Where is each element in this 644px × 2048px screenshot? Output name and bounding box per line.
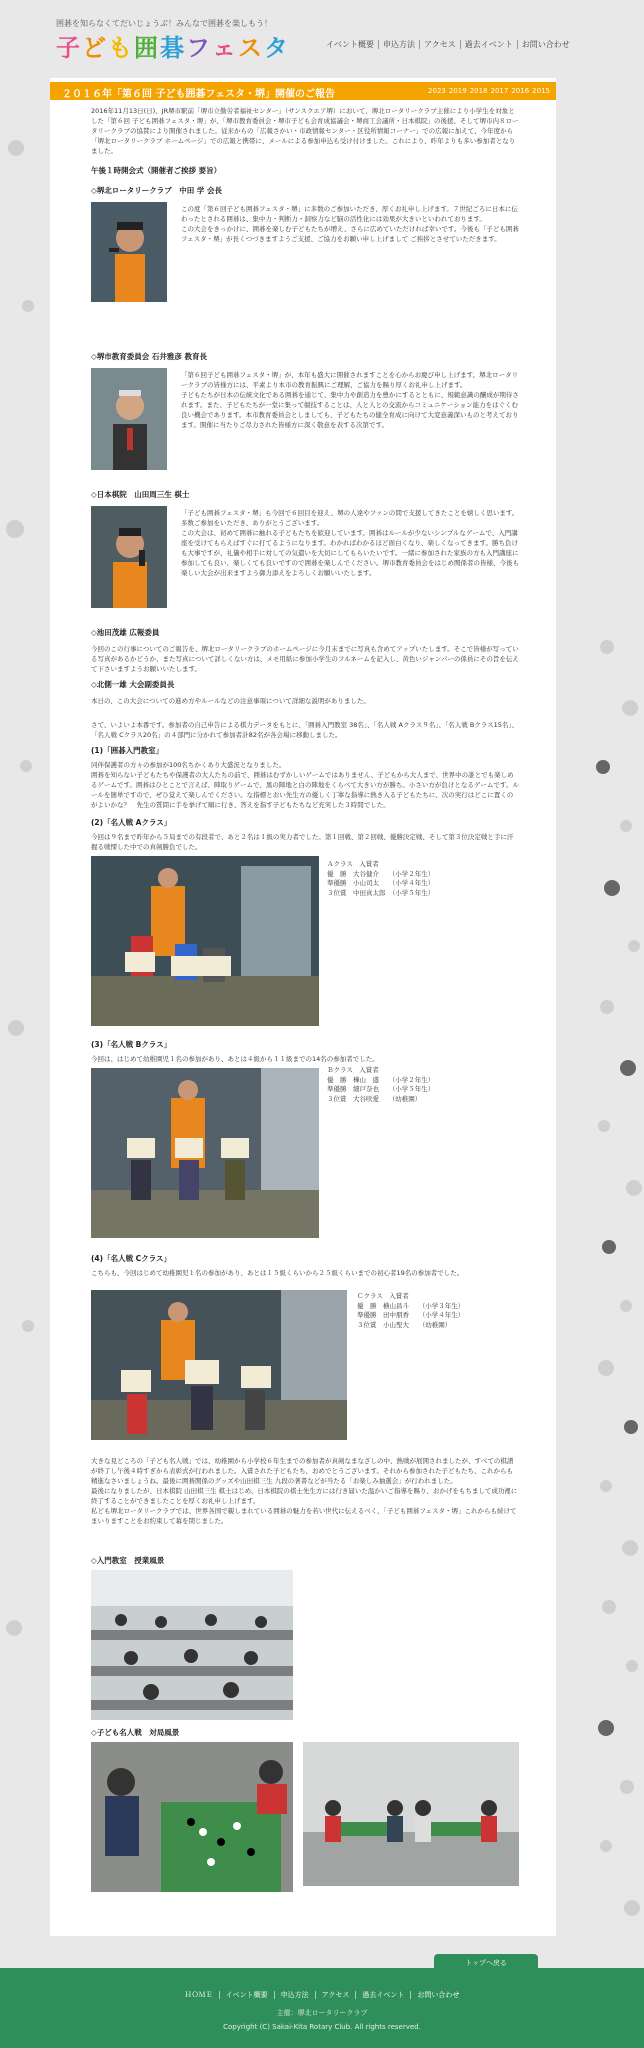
speaker-name: ◇日本棋院 山田周三生 棋士 (91, 490, 190, 499)
prize-list: Ｃクラス 入賞者 優 勝 横山昌斗 （小学３年生） 準優勝 田中朋香 （小学４年生） ３位賞 小山聖大 （幼稚園） (357, 1292, 465, 1329)
section-text: 同伴保護者の方々の参加が100名ちかくあり大盛況となりました。 囲碁を知らない子どもたちや保護者の大人たちの前で、囲碁はむずかしいゲームではありません、子どもから大人まで、世界中の誰とでも楽しめるゲームです。囲碁はひとことで言えば、陣取りゲームで、黒の陣地と白の陣地をくらべて大きい方が勝ち。小さい方が負けとなるゲームです。ルールを簡単ですので、ぜひ覚えて楽しんでください。な指標とおい先生方の優しく丁寧な指導に熱き入る子どもたちに、次の実行はどこに置くのがよいかな？ 先生の質問に手を挙げて順に行き、答えを指す子どもたちなど充実した３時間でした。 (91, 761, 519, 809)
speaker-speech: 「子ども囲碁フェスタ・堺」も今回で６回目を迎え、堺の人達やファンの間で支援してきたことを嬉しく思います。多数ご参加をいただき、ありがとうございます。 この大会は、初めて囲碁に触れる子どもたちを歓迎しています。囲碁はルールが少ないシンプルなゲームで、入門講座を受けてもらえばすぐに打てるようになります。わかればわかるほど面白くなり、楽しくなってきます。勝ち負けも大事ですが、礼儀や相手に対しての気遣いを大切にしてもらいたいです。一緒に参加された家族の方も入門講座に参加しても良い、楽しくても良いですので囲碁を楽しんでください。堺市教育委員会をはじめ関係者の皆様、今後も楽しい大会が出来ますよう御力添えをよろしくお願いいたします。 (181, 509, 519, 577)
year-link[interactable]: 2017 (490, 87, 509, 95)
section-heading: (4)「名人戦 Cクラス」 (91, 1254, 171, 1263)
top-nav-link[interactable]: 申込方法 (379, 40, 420, 49)
year-link[interactable]: 2019 (448, 87, 467, 95)
game-photo (303, 1742, 519, 1886)
logo-char: 碁 (160, 34, 186, 62)
section-heading: (3)「名人戦 Bクラス」 (91, 1040, 172, 1049)
speaker-name: ◇池田茂雄 広報委員 (91, 628, 160, 637)
award-photo (91, 856, 319, 1026)
footer-nav (0, 1990, 644, 2000)
speaker-photo (91, 202, 167, 302)
speaker-speech: 本日の、この大会についての進め方やルールなどの注意事項について詳細な説明がありました。 (91, 697, 370, 705)
section-text: 今回は９名まで昨年から５局までの有段者で、あと２名は１級の実力者でした。第１回戦、第２回戦、優勝決定戦、そして第３位決定戦と手に汗握る戦慄した中での真剣勝負でした。 (91, 833, 514, 851)
year-link[interactable]: 2018 (469, 87, 488, 95)
year-link[interactable]: 2023 (428, 87, 446, 95)
speaker-speech: この度「第６回子ども囲碁フェスタ・堺」に多数のご参加いただき、厚くお礼申し上げます。７世紀ごろに日本に伝わったとされる囲碁は、集中力・判断力・洞察力など脳の活性化には効果が大きいといわれております。 この大会をきっかけに、囲碁を楽しむ子どもたちが増え、さらに広めていただければ幸いです。今後も「子ども囲碁フェスタ・堺」が長くつづきますようご支援、ご協力をお願い申し上げまして ご挨拶とさせていただきます。 (181, 205, 519, 243)
logo-char: ェ (212, 34, 238, 62)
top-nav (322, 39, 574, 50)
copyright: Copyright (C) Sakai-Kita Rotary Club. All rights reserved. (223, 2023, 421, 2031)
speaker-speech: 今回のこの行事についてのご報告を、堺北ロータリークラブのホームページに今月末までに写真も含めてアップいたします。そこで皆様が写っている写真があるかどうか、また写真について詳しくない方は、メモ用紙に参加小学生のフルネームを記入し、黄色いジャンパーの係員にその旨を伝えて下さいますようお願いいたします。 (91, 645, 519, 673)
logo-char: ど (82, 34, 108, 62)
intro-paragraph: 2016年11月13日(日)、JR堺市駅前「堺市立勤労者福祉センター」（サンスクエア堺）において、堺北ロータリークラブ主催により小学生を対象とした「第６回 子ども囲碁フェスタ・堺」が、「堺市教育委員会・堺市子ども会育成協議会・堺商工会議所・日本棋院」の後援、そして堺市内８ロータリークラブの協賛により開催されました。従来からの「広報さかい・市政情報センター・区役所情報コーナー」での広報に加えて、今年度から「堺北ロータリークラブ ホームページ」での広報と携帯に、メールによる参加申込も受け付けました。これにより、昨年よりも多い参加者となりました。 (91, 107, 519, 155)
footer-nav-link[interactable]: イベント概要 (220, 1991, 275, 1999)
main-content-panel (50, 78, 556, 1936)
award-photo (91, 1068, 319, 1238)
closing-paragraph: 大きな見どころの「子ども名人戦」では、幼稚園から小学校６年生までの参加者が真剣なまなざしの中、熱戦が展開されましたが、すべての棋譜が終了し午後４時すぎから表彰式が行われました。入賞された子どもたち、おめでとうございます。それから参加された子どもたち、これからも精進なさいましょうね。最後に囲碁関係のグッズや山田棋三生 九段の著書などが当たる「お楽しみ抽選会」が行われました。 最後になりましたが、日本棋院 山田棋三生 棋士はじめ、日本棋院の棋士先生方には行き届いた温かいご指導を賜り、おかげをもちまして成功裡に終了することができましたことを厚くお礼申し上げます。 私ども堺北ロータリークラブでは、世界各国で親しまれている囲碁の魅力を若い世代に伝えるべく、「子ども囲碁フェスタ・堺」これからも続けてまいりますことをお約束して幕を閉じました。 (91, 1457, 518, 1525)
top-nav-link[interactable]: 過去イベント (461, 40, 518, 49)
footer-nav-link[interactable]: 過去イベント (356, 1991, 411, 1999)
footer-nav-link[interactable]: 申込方法 (275, 1991, 316, 1999)
footer-nav-link[interactable]: アクセス (316, 1991, 357, 1999)
game-photo (91, 1742, 293, 1892)
section-text: 今回は、はじめて幼稚園児１名の参加があり、あとは４級から１１級までの14名の参加者でした。 (91, 1055, 379, 1063)
top-nav-link[interactable]: イベント概要 (322, 40, 379, 49)
gallery-heading: ◇子ども名人戦 対局風景 (91, 1728, 180, 1737)
prize-list: Ａクラス 入賞者 優 勝 大谷健介 （小学２年生） 準優勝 小山司太 （小学４年生） ３位賞 中田真太郎 （小学５年生） (327, 860, 435, 897)
award-photo (91, 1290, 347, 1440)
logo-char: ス (238, 34, 264, 62)
section-heading: (1)「囲碁入門教室」 (91, 746, 164, 755)
speaker-name: ◇堺北ロータリークラブ 中田 学 会長 (91, 186, 222, 195)
logo-char: 囲 (134, 34, 160, 62)
top-nav-link[interactable]: アクセス (420, 40, 461, 49)
back-to-top-button[interactable]: トップへ戻る (434, 1954, 538, 1972)
summary-paragraph: さて、いよいよ本番です。参加者の自己申告による棋力データをもとに、「囲碁入門教室 38名」、「名人戦 Aクラス９名」、「名人戦 Bクラス15名」、「名人戦 Cクラス20名」の４部門に分かれて参加者計82名が各会場に移動しました。 (91, 721, 519, 739)
year-link[interactable]: 2016 (511, 87, 530, 95)
site-logo[interactable] (56, 28, 290, 63)
speaker-name: ◇北側一雄 大会副委員長 (91, 680, 175, 689)
site-tagline: 囲碁を知らなくてだいじょうぶ！みんなで囲碁を楽しもう！ (56, 19, 272, 28)
prize-list: Ｂクラス 入賞者 優 勝 樺山 盛 （小学２年生） 準優勝 細戸奈也 （小学５年生） ３位賞 大谷咲愛 （幼稚園） (327, 1066, 435, 1103)
logo-char: も (108, 34, 134, 62)
year-link[interactable]: 2015 (532, 87, 550, 95)
article-title-bar (50, 82, 556, 100)
speaker-speech: 「第６回子ども囲碁フェスタ・堺」が、本年も盛大に開催されますことを心からお慶び申し上げます。堺北ロータリークラブの皆様方には、平素より本市の教育振興にご理解、ご協力を賜り厚くお礼申し上げます。 子どもたちが日本の伝統文化である囲碁を通じて、集中力や創造力を豊かにするとともに、規範意識の醸成が期待されます。また、子どもたちが一堂に集って競技することは、人と人との交流からコミュニケーション能力をはぐくむ良い機会であります。本市教育委員会としましても、子どもたちの健全育成に向けて大変意義深いものと考えております。開催に当たりご尽力された皆様方に深く敬意を表する次第です。 (181, 371, 519, 429)
footer-nav-link[interactable]: ＨＯＭＥ (179, 1991, 220, 1999)
section-heading: (2)「名人戦 Aクラス」 (91, 818, 172, 827)
classroom-photo (91, 1570, 293, 1720)
section-text: こちらも、今回はじめて幼稚園児１名の参加があり、あとは１５級くらいから２５級くらいまでの初心者19名の参加者でした。 (91, 1269, 464, 1277)
logo-char: タ (264, 34, 290, 62)
logo-char: 子 (56, 34, 82, 62)
site-header (0, 0, 644, 80)
speaker-name: ◇堺市教育委員会 石井雅彦 教育長 (91, 352, 207, 361)
speaker-photo (91, 506, 167, 608)
speaker-photo (91, 368, 167, 470)
article-title: ２０１６年「第６回 子ども囲碁フェスタ・堺」開催のご報告 (62, 89, 335, 100)
footer-sponsor: 主催：堺北ロータリークラブ (276, 2009, 368, 2017)
opening-heading: 午後１時開会式（開催者ご挨拶 要旨） (91, 166, 222, 175)
logo-char: フ (186, 34, 212, 62)
top-nav-link[interactable]: お問い合わせ (521, 40, 570, 49)
year-links (425, 87, 550, 95)
gallery-heading: ◇入門教室 授業風景 (91, 1556, 165, 1565)
site-footer (0, 1968, 644, 2048)
footer-nav-link[interactable]: お問い合わせ (417, 1991, 460, 1999)
